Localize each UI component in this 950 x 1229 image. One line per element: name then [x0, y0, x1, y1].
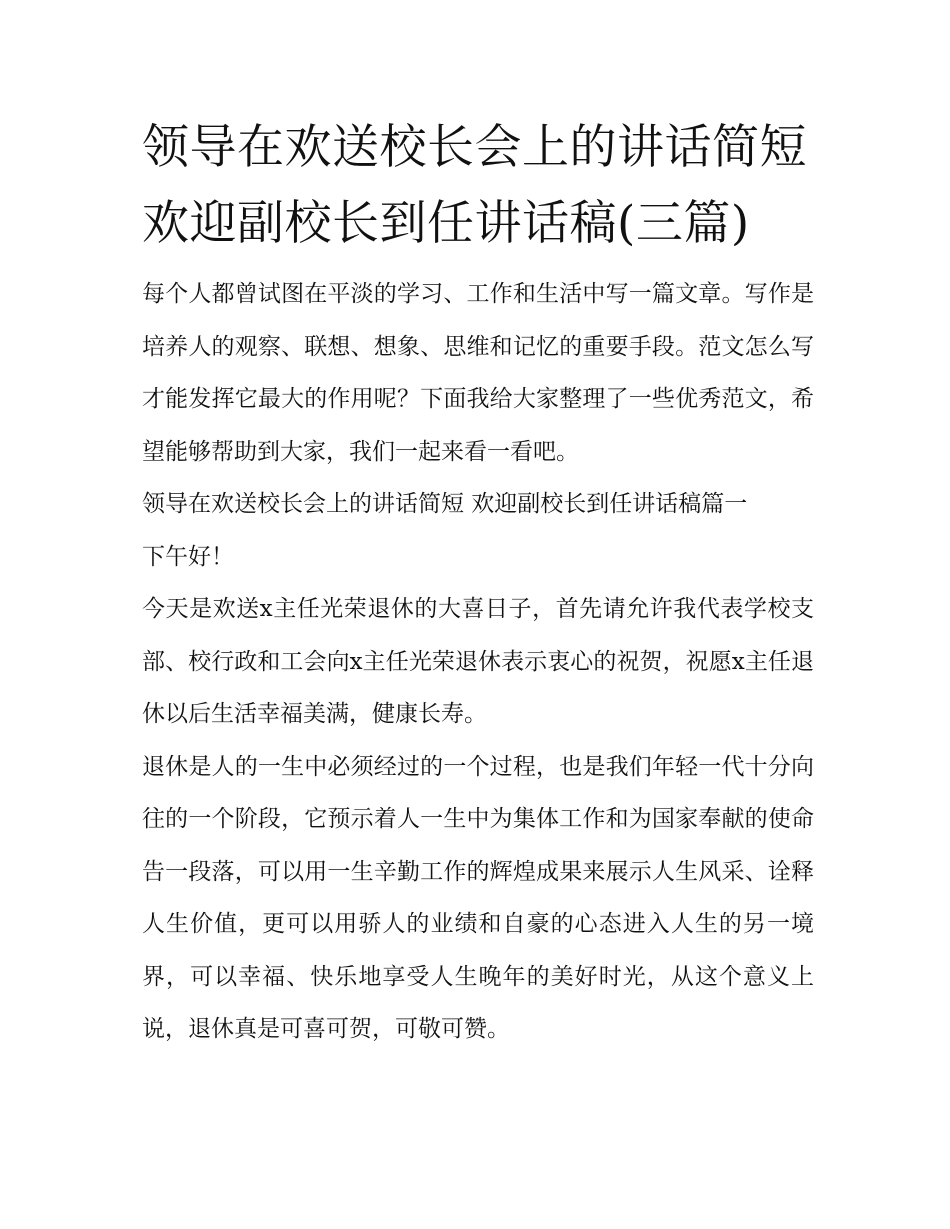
section-heading: 领导在欢送校长会上的讲话简短 欢迎副校长到任讲话稿篇一 — [142, 491, 748, 517]
body-paragraph: 退休是人的一生中必须经过的一个过程，也是我们年轻一代十分向往的一个阶段，它预示着人一生中为集体工作和为国家奉献的使命告一段落，可以用一生辛勤工作的辉煌成果来展示人生风采、诠释人生价值，更可以用骄人的业绩和自豪的心态进入人生的另一境界，可以幸福、快乐地享受人生晚年的美好时光，从这个意义上说，退休真是可喜可贺，可敬可赞。 — [142, 753, 814, 1042]
document-page — [142, 110, 814, 1056]
intro-paragraph: 每个人都曾试图在平淡的学习、工作和生活中写一篇文章。写作是培养人的观察、联想、想象、思维和记忆的重要手段。范文怎么写才能发挥它最大的作用呢？下面我给大家整理了一些优秀范文，希望能够帮助到大家，我们一起来看一看吧。 — [142, 281, 814, 465]
body-paragraph: 今天是欢送x主任光荣退休的大喜日子，首先请允许我代表学校支部、校行政和工会向x主任光荣退休表示衷心的祝贺，祝愿x主任退休以后生活幸福美满，健康长寿。 — [142, 596, 814, 727]
greeting-paragraph: 下午好！ — [142, 543, 234, 570]
document-title: 领导在欢送校长会上的讲话简短 欢迎副校长到任讲话稿(三篇) — [142, 120, 807, 251]
document-body — [142, 268, 814, 1056]
